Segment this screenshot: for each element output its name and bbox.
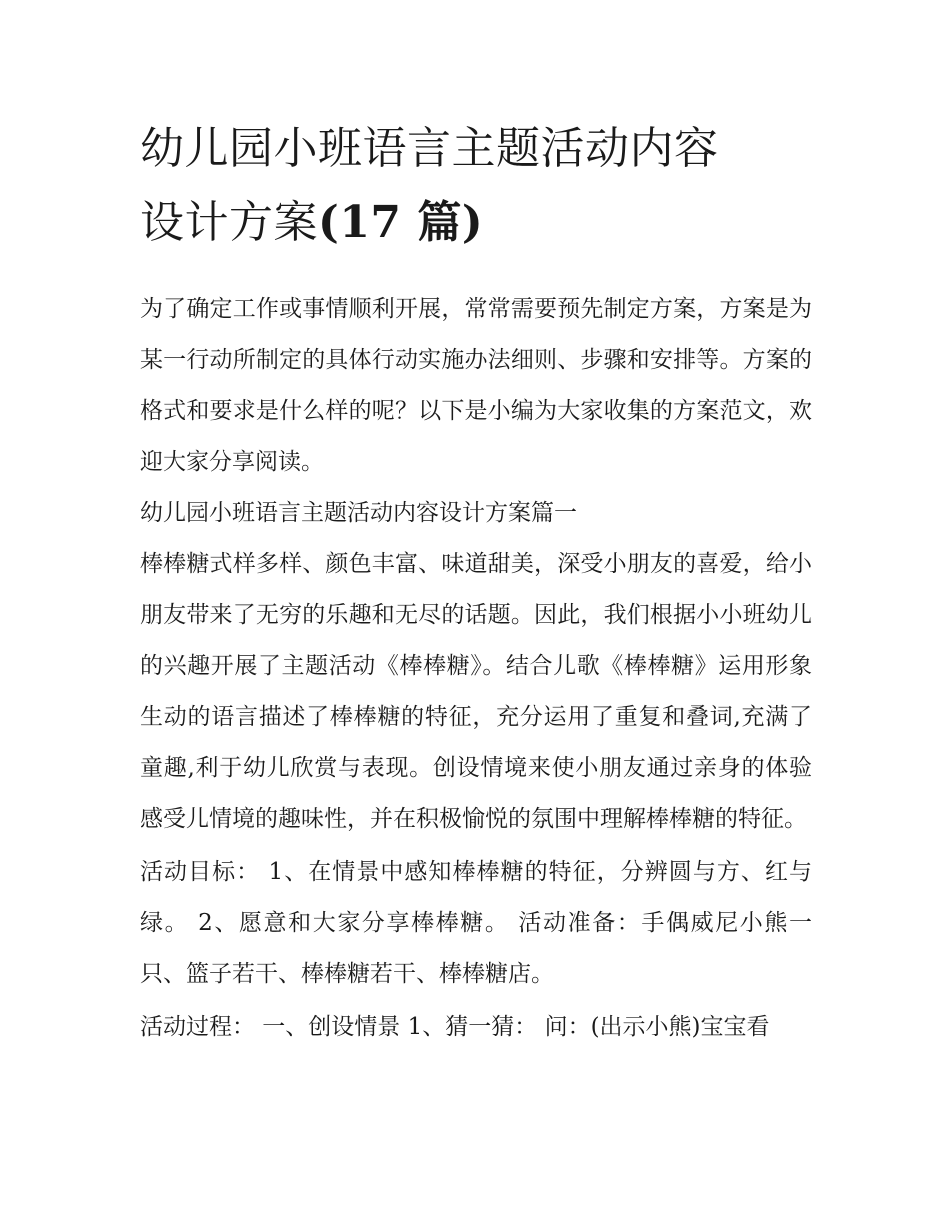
- section-heading: 幼儿园小班语言主题活动内容设计方案篇一: [140, 500, 577, 526]
- body-paragraph-1: 棒棒糖式样多样、颜色丰富、味道甜美，深受小朋友的喜爱，给小朋友带来了无穷的乐趣和无尽的话题。因此，我们根据小小班幼儿的兴趣开展了主题活动《棒棒糖》。结合儿歌《棒棒糖》运用形象生动的语言描述了棒棒糖的特征，充分运用了重复和叠词,充满了童趣,利于幼儿欣赏与表现。创设情境来使小朋友通过亲身的体验感受儿情境的趣味性，并在积极愉悦的氛围中理解棒棒糖的特征。: [140, 551, 812, 832]
- title-line-2-prefix: 设计方案: [140, 197, 318, 248]
- document-body: [140, 112, 812, 1053]
- body-paragraph-3: 活动过程： 一、创设情景 1、猜一猜： 问：(出示小熊)宝宝看: [140, 1014, 770, 1040]
- title-line-2-count: (17 篇): [318, 197, 484, 248]
- document-title: [140, 112, 812, 260]
- intro-paragraph: 为了确定工作或事情顺利开展，常常需要预先制定方案，方案是为某一行动所制定的具体行动实施办法细则、步骤和安排等。方案的格式和要求是什么样的呢？以下是小编为大家收集的方案范文，欢迎大家分享阅读。: [140, 296, 812, 475]
- title-line-1: 幼儿园小班语言主题活动内容: [140, 123, 719, 174]
- body-paragraph-2: 活动目标： 1、在情景中感知棒棒糖的特征，分辨圆与方、红与绿。 2、愿意和大家分享棒棒糖。 活动准备：手偶威尼小熊一只、篮子若干、棒棒糖若干、棒棒糖店。: [140, 859, 812, 987]
